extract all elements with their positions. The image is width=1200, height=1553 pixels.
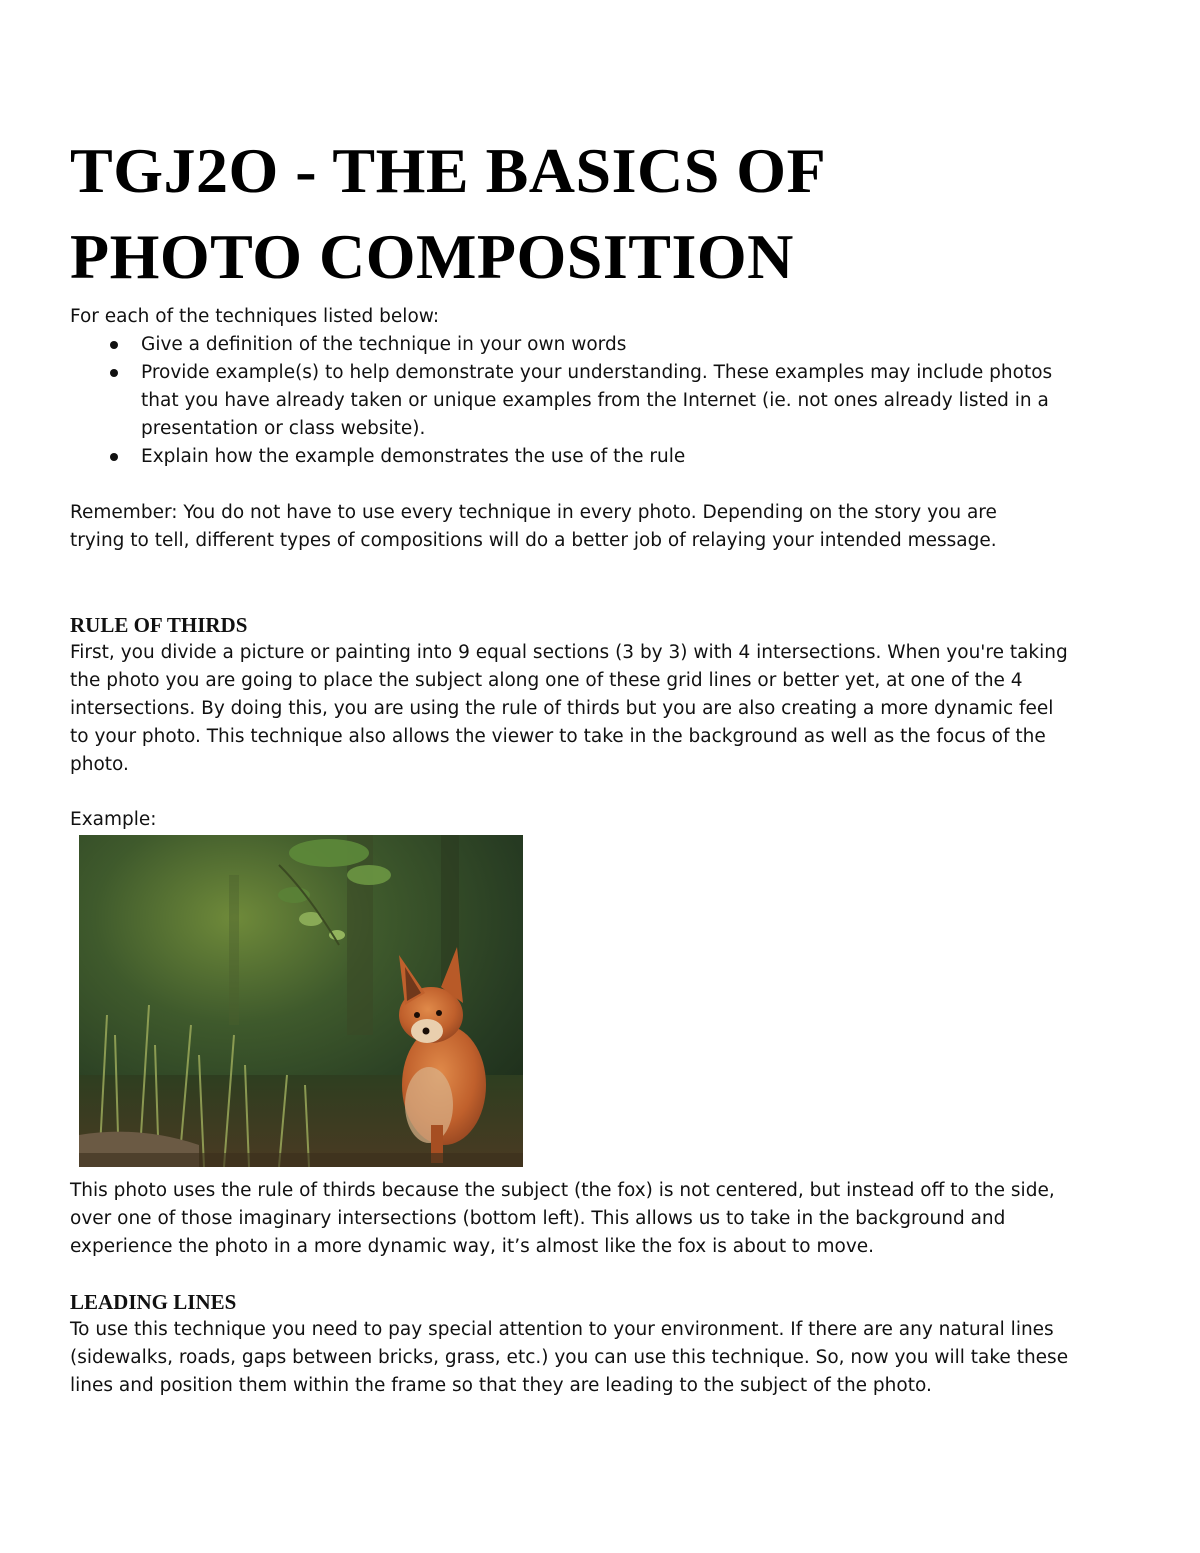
section-heading-leading-lines: LEADING LINES bbox=[70, 1290, 237, 1314]
title-line-2: PHOTO COMPOSITION bbox=[70, 221, 794, 292]
list-item: Give a definition of the technique in your own words bbox=[70, 331, 1070, 359]
fox-photo-icon bbox=[79, 835, 523, 1167]
title-line-1: TGJ2O - THE BASICS OF bbox=[70, 135, 827, 206]
example-label: Example: bbox=[70, 809, 157, 830]
leading-lines-paragraph: To use this technique you need to pay special attention to your environment. If there are any natural lines (sidewalks, roads, gaps between bricks, grass, etc.) you can use this technique. So, now you will take these lines and position them within the frame so that they are leading to the subject of the photo. bbox=[70, 1319, 1069, 1396]
section-heading-rule-of-thirds: RULE OF THIRDS bbox=[70, 613, 248, 637]
list-item: Explain how the example demonstrates the use of the rule bbox=[70, 443, 1070, 471]
remember-note: Remember: You do not have to use every technique in every photo. Depending on the story you are trying to tell, different types of compositions will do a better job of relaying your intended message. bbox=[70, 502, 997, 551]
instruction-list bbox=[70, 331, 1070, 471]
page-title bbox=[70, 128, 826, 300]
intro-text: For each of the techniques listed below: bbox=[70, 306, 440, 327]
photo-caption: This photo uses the rule of thirds because the subject (the fox) is not centered, but instead off to the side, over one of those imaginary intersections (bottom left). This allows us to take in the background and experience the photo in a more dynamic way, it’s almost like the fox is about to move. bbox=[70, 1180, 1055, 1257]
rule-of-thirds-paragraph: First, you divide a picture or painting into 9 equal sections (3 by 3) with 4 intersections. When you're taking the photo you are going to place the subject along one of these grid lines or better yet, at one of the 4 intersections. By doing this, you are using the rule of thirds but you are also creating a more dynamic feel to your photo. This technique also allows the viewer to take in the background as well as the focus of the photo. bbox=[70, 642, 1068, 775]
list-item: Provide example(s) to help demonstrate your understanding. These examples may include photos that you have already taken or unique examples from the Internet (ie. not ones already listed in a presentation or class website). bbox=[70, 359, 1070, 443]
